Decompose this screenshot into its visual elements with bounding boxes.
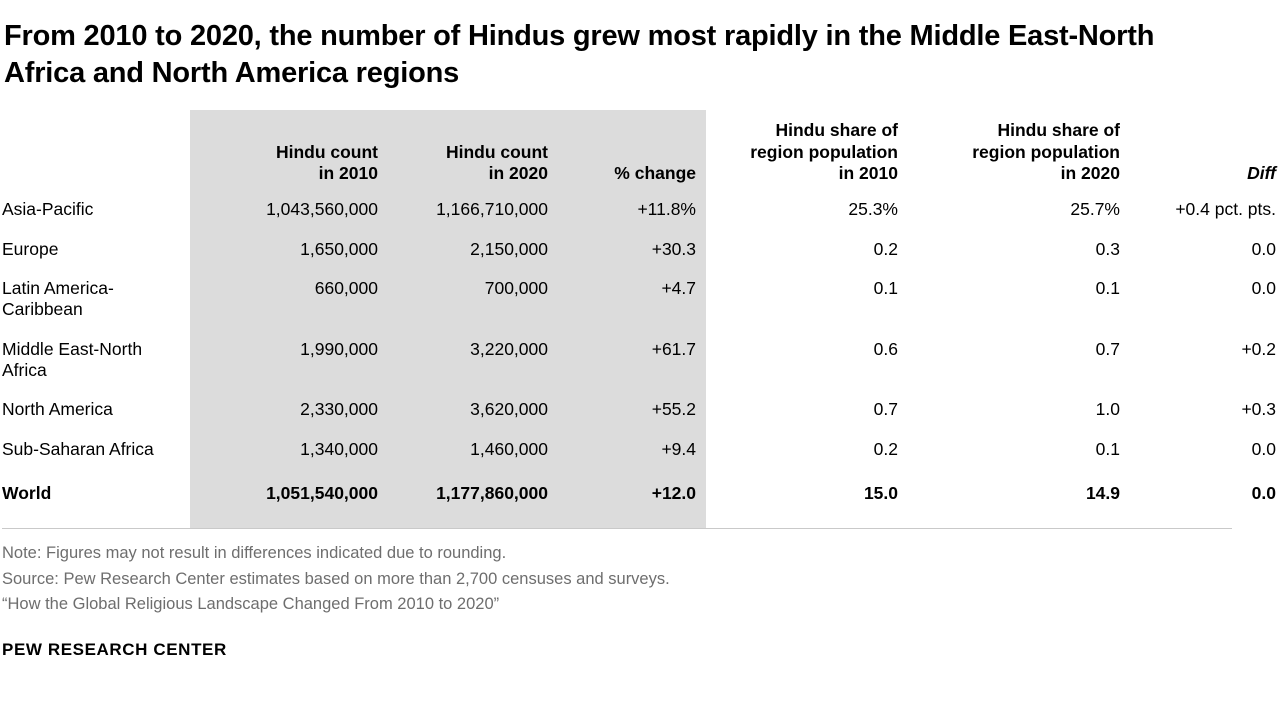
column-header-share-2010-line1: Hindu share of — [775, 120, 898, 141]
column-header-count-2020-line1: Hindu count — [445, 141, 548, 162]
cell-count-2010-total: 1,051,540,000 — [266, 482, 378, 503]
cell-pct-change: +30.3 — [651, 238, 696, 259]
cell-count-2010: 1,990,000 — [300, 338, 378, 359]
cell-pct-change: +11.8% — [637, 199, 696, 220]
column-header-count-2010-line1: Hindu count — [275, 141, 378, 162]
cell-count-2010: 660,000 — [314, 277, 378, 298]
brand-logo: PEW RESEARCH CENTER — [2, 640, 227, 659]
table-row — [0, 330, 1280, 391]
column-header-pct-change: % change — [614, 162, 696, 183]
cell-pct-change: +9.4 — [661, 438, 696, 459]
cell-diff: +0.2 — [1241, 338, 1276, 359]
cell-share-2010: 25.3% — [848, 199, 898, 220]
cell-pct-change-total: +12.0 — [651, 482, 696, 503]
table-header — [0, 110, 1280, 190]
cell-region: North America — [2, 399, 113, 420]
source-text: Source: Pew Research Center estimates based on more than 2,700 censuses and surveys. — [2, 569, 670, 588]
column-header-diff: Diff — [1247, 162, 1276, 183]
cell-region: Europe — [2, 238, 59, 259]
cell-count-2020: 3,220,000 — [470, 338, 548, 359]
table-row — [0, 269, 1280, 330]
column-header-share-2020-line2: region population — [972, 141, 1120, 162]
column-header-count-2010-line2: in 2010 — [318, 162, 378, 183]
footnotes — [2, 541, 1280, 618]
cell-count-2020: 3,620,000 — [470, 399, 548, 420]
report-title-text: “How the Global Religious Landscape Changed From 2010 to 2020” — [2, 595, 500, 614]
cell-count-2010: 2,330,000 — [300, 399, 378, 420]
cell-diff: 0.0 — [1251, 277, 1276, 298]
cell-share-2010: 0.2 — [873, 438, 898, 459]
cell-diff: +0.3 — [1241, 399, 1276, 420]
cell-count-2020: 700,000 — [484, 277, 548, 298]
cell-region: Middle East-North Africa — [2, 338, 143, 380]
cell-region: Asia-Pacific — [2, 199, 94, 220]
cell-share-2020: 0.7 — [1095, 338, 1120, 359]
cell-diff: 0.0 — [1251, 438, 1276, 459]
cell-share-2020: 1.0 — [1095, 399, 1120, 420]
page-title: From 2010 to 2020, the number of Hindus grew most rapidly in the Middle East-North Africa and North America regions — [4, 20, 1155, 90]
cell-region: Sub-Saharan Africa — [2, 438, 154, 459]
cell-share-2010: 0.2 — [873, 238, 898, 259]
cell-pct-change: +61.7 — [651, 338, 696, 359]
note-text: Note: Figures may not result in differences indicated due to rounding. — [2, 544, 507, 563]
cell-diff: 0.0 — [1251, 238, 1276, 259]
column-header-count-2020 — [386, 110, 556, 190]
cell-count-2010: 1,043,560,000 — [266, 199, 378, 220]
table-container — [0, 110, 1280, 518]
table-row — [0, 230, 1280, 269]
cell-share-2020: 0.1 — [1095, 277, 1120, 298]
cell-count-2010: 1,650,000 — [300, 238, 378, 259]
cell-share-2020-total: 14.9 — [1085, 482, 1120, 503]
cell-count-2020: 1,166,710,000 — [436, 199, 548, 220]
cell-share-2020: 0.3 — [1095, 238, 1120, 259]
table-row — [0, 430, 1280, 469]
footer-divider — [2, 528, 1232, 529]
cell-share-2010: 0.1 — [873, 277, 898, 298]
column-header-share-2010-line2: region population — [750, 141, 898, 162]
table-row — [0, 390, 1280, 429]
column-header-share-2020 — [906, 110, 1128, 190]
cell-share-2010-total: 15.0 — [863, 482, 898, 503]
table-row-total — [0, 469, 1280, 518]
column-header-share-2020-line1: Hindu share of — [997, 120, 1120, 141]
cell-share-2010: 0.6 — [873, 338, 898, 359]
table-row — [0, 190, 1280, 229]
cell-count-2020-total: 1,177,860,000 — [436, 482, 548, 503]
cell-pct-change: +55.2 — [651, 399, 696, 420]
cell-count-2020: 2,150,000 — [470, 238, 548, 259]
cell-share-2020: 25.7% — [1070, 199, 1120, 220]
cell-pct-change: +4.7 — [661, 277, 696, 298]
column-header-share-2010 — [706, 110, 906, 190]
cell-count-2010: 1,340,000 — [300, 438, 378, 459]
cell-share-2020: 0.1 — [1095, 438, 1120, 459]
chart-page — [0, 18, 1280, 718]
cell-diff-total: 0.0 — [1251, 482, 1276, 503]
data-table — [0, 110, 1280, 518]
cell-diff: +0.4 pct. pts. — [1175, 199, 1276, 220]
column-header-region — [0, 110, 190, 190]
cell-count-2020: 1,460,000 — [470, 438, 548, 459]
header-row — [0, 110, 1280, 190]
cell-share-2010: 0.7 — [873, 399, 898, 420]
column-header-share-2010-line3: in 2010 — [838, 162, 898, 183]
column-header-count-2010 — [190, 110, 386, 190]
cell-region-total: World — [2, 482, 52, 503]
column-header-count-2020-line2: in 2020 — [488, 162, 548, 183]
cell-region: Latin America-Caribbean — [2, 277, 114, 320]
column-header-share-2020-line3: in 2020 — [1060, 162, 1120, 183]
table-body — [0, 190, 1280, 518]
